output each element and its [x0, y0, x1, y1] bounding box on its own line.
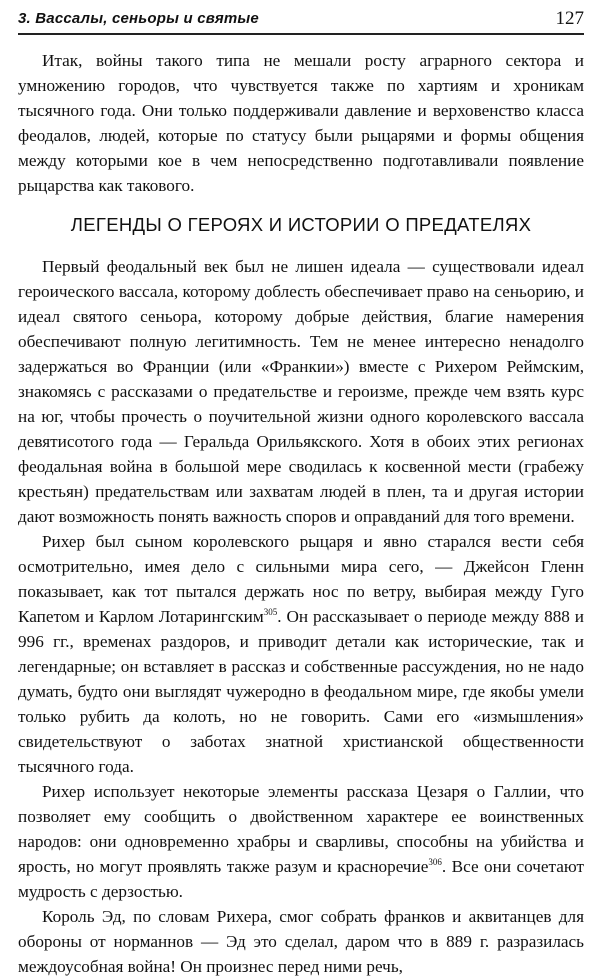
- paragraph-2-text-after: . Он рассказывает о периоде между 888 и 996 гг., временах раздоров, и приводит детали как исторические, так и легендарные; он вставляет в рассказ и собственные рассуждения, но не надо думать, будто они выглядят чужеродно в феодальном мире, где якобы умели только рубить да колоть, но не говорить. Сами его «измышления» свидетельствуют о заботах знатной христианской общественности тысячного года.: [18, 607, 584, 776]
- paragraph-2: [18, 529, 584, 779]
- intro-paragraph: Итак, войны такого типа не мешали росту аграрного сектора и умножению городов, что чувствуется также по хартиям и хроникам тысячного года. Они только поддерживали давление и верховенство класса феодалов, людей, которые по статусу были рыцарями и формы общения между которыми кое в чем непосредственно подготавливали появление рыцарства как такового.: [18, 51, 584, 195]
- intro-block: [18, 48, 584, 198]
- paragraph-2-text-before: Рихер был сыном королевского рыцаря и явно старался вести себя осмотрительно, имея дело с сильными мира сего, — Джейсон Гленн показывает, как тот пытался держать нос по ветру, выбирая между Гуго Капетом и Карлом Лотарингским: [18, 532, 584, 626]
- section-heading: ЛЕГЕНДЫ О ГЕРОЯХ И ИСТОРИИ О ПРЕДАТЕЛЯХ: [70, 214, 532, 235]
- footnote-ref-306[interactable]: 306: [428, 857, 442, 867]
- running-head: [18, 10, 584, 34]
- body-text: [18, 254, 584, 979]
- page-number: 127: [555, 8, 584, 29]
- chapter-title: 3. Вассалы, сеньоры и святые: [18, 10, 259, 27]
- paragraph-3-text-after: . Все они сочетают мудрость с дерзостью.: [18, 857, 584, 901]
- header-rule: [18, 33, 584, 35]
- paragraph-1: Первый феодальный век был не лишен идеала — существовали идеал героического вассала, которому доблесть обеспечивает право на сеньорию, и идеал святого сеньора, которому добрые действия, благие намерения обеспечивают полную легитимность. Тем не менее интересно ненадолго задержаться во Франции (или «Франкии») вместе с Рихером Реймским, знакомясь с рассказами о предательстве и героизме, прежде чем взять курс на юг, чтобы прочесть о поучительной жизни одного королевского вассала девятисотого года — Геральда Орильякского. Хотя в обоих этих регионах феодальная война в большой мере сводилась к косвенной мести (грабежу крестьян) предательствам или захватам людей в плен, та и другая истории дают возможность понять важность споров и оправданий для того времени.: [18, 257, 584, 526]
- paragraph-4: Король Эд, по словам Рихера, смог собрать франков и аквитанцев для обороны от норманнов — Эд это сделал, даром что в 889 г. разразилась междоусобная война! Он произнес перед ними речь,: [18, 907, 584, 976]
- footnote-ref-305[interactable]: 305: [263, 607, 278, 617]
- paragraph-3: [18, 779, 584, 904]
- paragraph-3-text-before: Рихер использует некоторые элементы рассказа Цезаря о Галлии, что позволяет ему сообщить о двойственном характере ее воинственных народов: они одновременно храбры и сварливы, способны на убийства и ярость, но могут проявлять также разум и красноречие: [18, 782, 584, 876]
